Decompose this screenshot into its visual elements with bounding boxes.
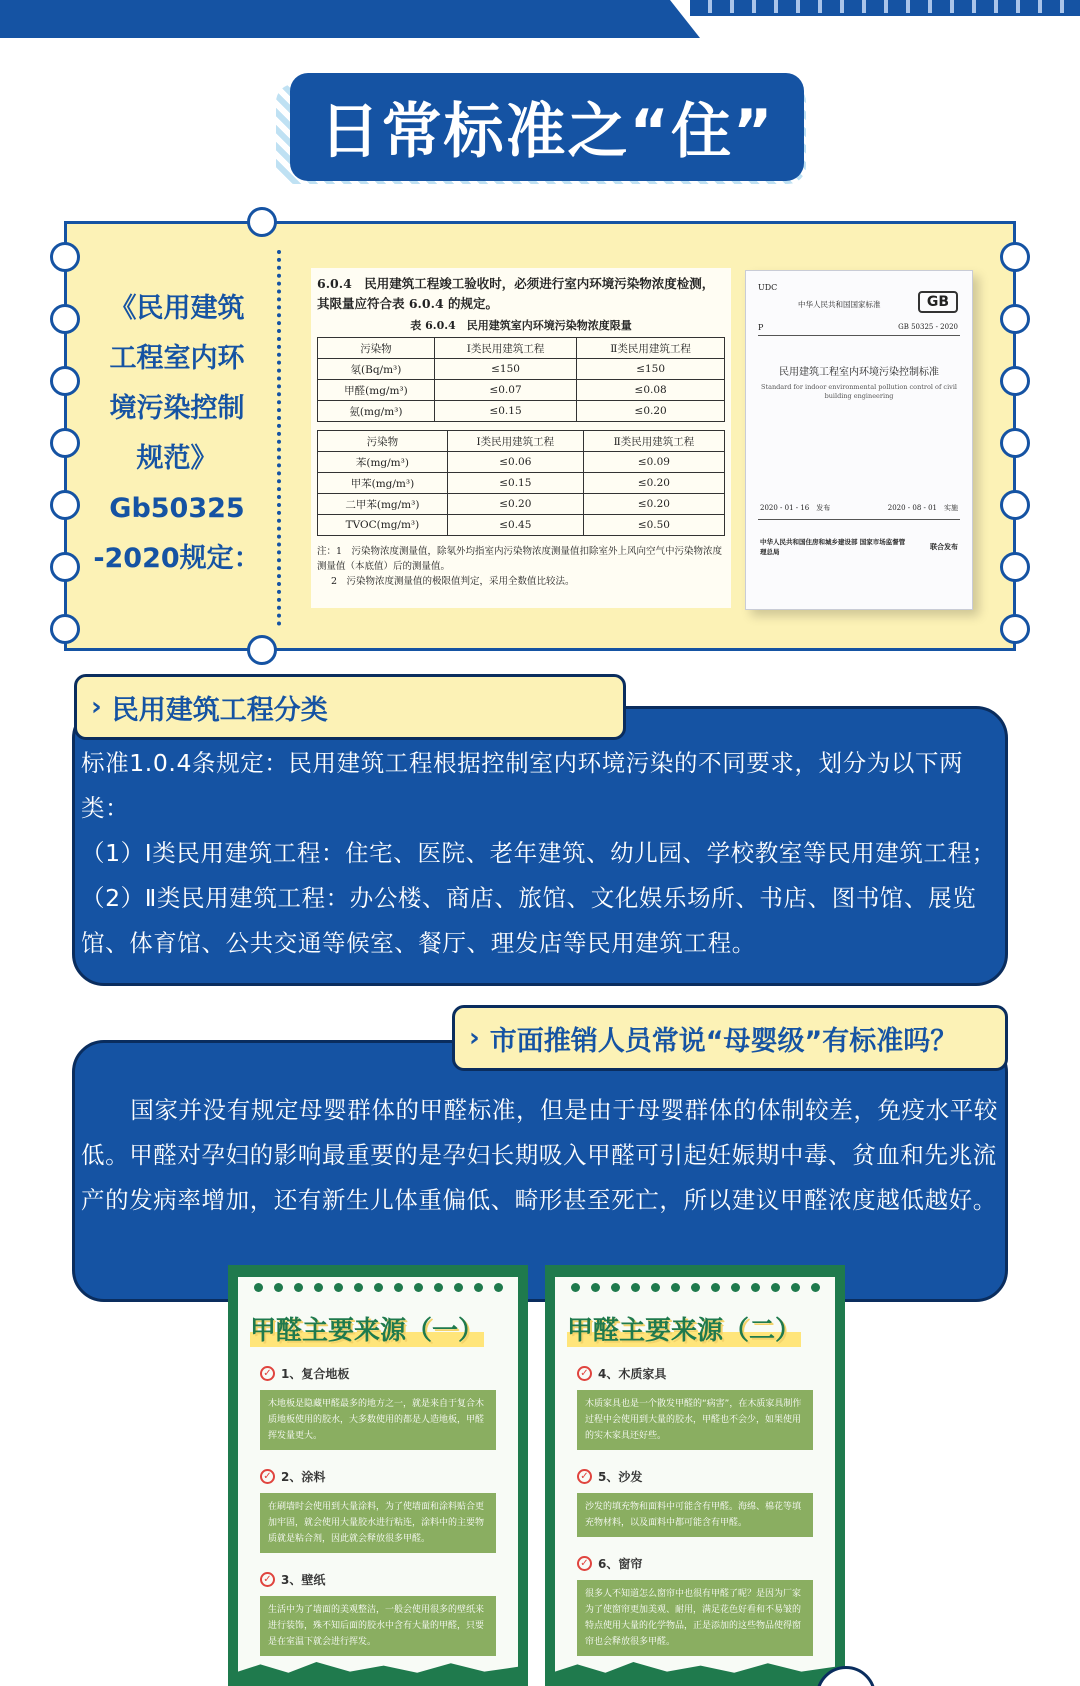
table-row xyxy=(318,401,725,422)
maternal-card xyxy=(72,1040,1008,1302)
ticket-notch-right xyxy=(1000,242,1030,272)
table-header: Ⅱ类民用建筑工程 xyxy=(577,338,725,359)
table-cell: ≤150 xyxy=(577,359,725,380)
table-cell: ≤0.20 xyxy=(583,473,724,494)
table-note: 注：1 污染物浓度测量值，除氡外均指室内污染物浓度测量值扣除室外上风向空气中污染物浓度测量值（本底值）后的测量值。 xyxy=(317,546,723,572)
table-cell: 氡(Bq/m³) xyxy=(318,359,435,380)
cover-national: 中华人民共和国国家标准 xyxy=(798,300,881,309)
limit-table-b xyxy=(317,430,725,536)
table-caption: 表 6.0.4 民用建筑室内环境污染物浓度限量 xyxy=(410,319,632,332)
poster-paper xyxy=(238,1277,518,1686)
table-cell: ≤0.15 xyxy=(434,401,576,422)
poster-title: 甲醛主要来源（二） xyxy=(567,1310,801,1347)
check-icon: ✓ xyxy=(260,1366,275,1381)
standard-name-line: Gb50325 xyxy=(109,493,245,524)
classification-tag xyxy=(74,674,626,740)
table-header: Ⅰ类民用建筑工程 xyxy=(447,431,583,452)
cover-rule xyxy=(758,519,960,520)
binding-holes xyxy=(238,1277,518,1292)
cover-impl-date: 2020 - 08 - 01 实施 xyxy=(887,504,958,512)
table-header-row xyxy=(318,338,725,359)
source-item-body: 木质家具也是一个散发甲醛的“病害”，在木质家具制作过程中会使用到大量的胶水，甲醛也不会少，如果使用的实木家具还好些。 xyxy=(577,1390,813,1450)
formaldehyde-poster-1 xyxy=(228,1265,528,1686)
standard-name-line: 工程室内环 xyxy=(109,343,245,374)
chevron-right-icon: › xyxy=(469,1023,480,1053)
standard-name xyxy=(87,284,267,584)
poster-paper xyxy=(555,1277,835,1686)
table-cell: 二甲苯(mg/m³) xyxy=(318,494,448,515)
gb-logo: GB xyxy=(918,291,958,313)
table-cell: TVOC(mg/m³) xyxy=(318,515,448,536)
table-cell: ≤0.20 xyxy=(583,494,724,515)
table-row xyxy=(318,380,725,401)
table-header: 污染物 xyxy=(318,431,448,452)
standard-name-line: 境污染控制 xyxy=(109,393,245,424)
ticket-notch-bottom xyxy=(247,635,277,665)
cover-title: 民用建筑工程室内环境污染控制标准 xyxy=(779,367,939,378)
cover-title-en: Standard for indoor environmental pollution control of civil building engineering xyxy=(761,383,957,400)
table-cell: ≤0.50 xyxy=(583,515,724,536)
grass-decoration xyxy=(238,1662,518,1686)
ticket-notch-left xyxy=(50,428,80,458)
classification-card xyxy=(72,706,1008,986)
table-row xyxy=(318,452,725,473)
check-icon: ✓ xyxy=(260,1572,275,1587)
cover-publisher: 中华人民共和国住房和城乡建设部 国家市场监督管理总局 xyxy=(760,538,906,556)
ticket-notch-left xyxy=(50,614,80,644)
source-item-label: 6、窗帘 xyxy=(598,1557,643,1571)
grass-decoration xyxy=(555,1662,835,1686)
classification-text xyxy=(75,741,1005,966)
source-item-head xyxy=(260,1365,518,1382)
table-cell: 苯(mg/m³) xyxy=(318,452,448,473)
maternal-text: 国家并没有规定母婴群体的甲醛标准，但是由于母婴群体的体制较差，免疫水平较低。甲醛对孕妇的影响最重要的是孕妇长期吸入甲醛可引起妊娠期中毒、贫血和先兆流产的发病率增加，还有新生儿体重偏低、畸形甚至死亡，所以建议甲醛浓度越低越好。 xyxy=(81,1096,998,1214)
cover-publisher-suffix: 联合发布 xyxy=(930,542,958,551)
page-title: 日常标准之“住” xyxy=(319,97,775,167)
ticket-notch-right xyxy=(1000,552,1030,582)
source-item-body: 很多人不知道怎么窗帘中也很有甲醛了呢？是因为厂家为了使窗帘更加美观、耐用，满足花色好看和不易皱的特点使用大量的化学物品，正是添加的这些物品使得窗帘也会释放很多甲醛。 xyxy=(577,1580,813,1656)
source-item-label: 1、复合地板 xyxy=(281,1367,350,1381)
limit-table-a xyxy=(317,337,725,422)
table-cell: ≤0.20 xyxy=(577,401,725,422)
ticket-notch-top xyxy=(247,207,277,237)
ticket-notch-left xyxy=(50,242,80,272)
standard-name-line: -2020规定： xyxy=(93,543,261,574)
table-row xyxy=(318,515,725,536)
source-item-body: 生活中为了墙面的美观整洁，一般会使用很多的壁纸来进行装饰，殊不知后面的胶水中含有大量的甲醛，只要是在室温下就会进行挥发。 xyxy=(260,1596,496,1656)
tag-label: 市面推销人员常说“母婴级”有标准吗？ xyxy=(489,1025,958,1057)
source-item-label: 3、壁纸 xyxy=(281,1573,326,1587)
table-cell: 甲苯(mg/m³) xyxy=(318,473,448,494)
cover-p: P xyxy=(758,323,764,332)
source-item-body: 木地板是隐藏甲醛最多的地方之一，就是来自于复合木质地板使用的胶水，大多数使用的都是人造地板，甲醛挥发量更大。 xyxy=(260,1390,496,1450)
table-cell: ≤0.06 xyxy=(447,452,583,473)
table-cell: ≤0.20 xyxy=(447,494,583,515)
tag-label: 民用建筑工程分类 xyxy=(111,694,328,726)
cover-code: GB 50325 - 2020 xyxy=(898,323,958,331)
ticket-notch-right xyxy=(1000,428,1030,458)
source-item-body: 在刷墙时会使用到大量涂料，为了使墙面和涂料贴合更加牢固，就会使用大量胶水进行粘连，涂料中的主要物质就是粘合剂，因此就会释放很多甲醛。 xyxy=(260,1493,496,1553)
ticket-notch-right xyxy=(1000,614,1030,644)
ticket-notch-left xyxy=(50,366,80,396)
table-cell: ≤150 xyxy=(434,359,576,380)
table-row xyxy=(318,494,725,515)
table-cell: ≤0.07 xyxy=(434,380,576,401)
check-icon: ✓ xyxy=(577,1366,592,1381)
source-item-label: 5、沙发 xyxy=(598,1470,643,1484)
ticket-divider xyxy=(277,250,281,626)
table-cell: ≤0.15 xyxy=(447,473,583,494)
binding-holes xyxy=(555,1277,835,1292)
poster-title: 甲醛主要来源（一） xyxy=(250,1310,484,1347)
paragraph: 标准1.0.4条规定：民用建筑工程根据控制室内环境污染的不同要求，划分为以下两类： xyxy=(81,749,964,822)
source-item-head xyxy=(577,1555,835,1572)
check-icon: ✓ xyxy=(260,1469,275,1484)
ticket-notch-left xyxy=(50,304,80,334)
pollution-limit-table xyxy=(311,268,731,608)
table-cell: ≤0.08 xyxy=(577,380,725,401)
source-item-head xyxy=(577,1468,835,1485)
check-icon: ✓ xyxy=(577,1556,592,1571)
paragraph: （2）Ⅱ类民用建筑工程：办公楼、商店、旅馆、文化娱乐场所、书店、图书馆、展览馆、体育馆、公共交通等候室、餐厅、理发店等民用建筑工程。 xyxy=(81,884,977,957)
table-row xyxy=(318,359,725,380)
maternal-tag xyxy=(452,1005,1008,1071)
formaldehyde-poster-2 xyxy=(545,1265,845,1686)
table-cell: 甲醛(mg/m³) xyxy=(318,380,435,401)
table-note: 2 污染物浓度测量值的极限值判定，采用全数值比较法。 xyxy=(331,576,575,587)
chevron-right-icon: › xyxy=(91,692,102,722)
building-silhouette xyxy=(690,0,1080,16)
cover-rule xyxy=(758,335,960,336)
cover-udc: UDC xyxy=(758,283,778,292)
source-item-head xyxy=(260,1468,518,1485)
table-header: Ⅱ类民用建筑工程 xyxy=(583,431,724,452)
source-item-label: 4、木质家具 xyxy=(598,1367,667,1381)
source-item-head xyxy=(260,1571,518,1588)
source-item-head xyxy=(577,1365,835,1382)
source-item-label: 2、涂料 xyxy=(281,1470,326,1484)
source-item-body: 沙发的填充物和面料中可能含有甲醛。海绵、棉花等填充物材料，以及面料中都可能含有甲醛。 xyxy=(577,1493,813,1537)
cover-issue-date: 2020 - 01 - 16 发布 xyxy=(760,504,831,512)
table-row xyxy=(318,473,725,494)
table-lead: 6.0.4 民用建筑工程竣工验收时，必须进行室内环境污染物浓度检测，其限量应符合表 6.0.4 的规定。 xyxy=(317,276,715,311)
table-cell: ≤0.09 xyxy=(583,452,724,473)
table-header-row xyxy=(318,431,725,452)
table-cell: ≤0.45 xyxy=(447,515,583,536)
ticket-notch-right xyxy=(1000,490,1030,520)
standard-name-line: 《民用建筑 xyxy=(109,293,245,324)
ticket-notch-right xyxy=(1000,366,1030,396)
ticket-notch-left xyxy=(50,490,80,520)
table-header: Ⅰ类民用建筑工程 xyxy=(434,338,576,359)
top-banner xyxy=(0,0,1080,38)
table-header: 污染物 xyxy=(318,338,435,359)
table-cell: 氨(mg/m³) xyxy=(318,401,435,422)
title-box xyxy=(290,73,804,181)
top-banner-band xyxy=(0,0,700,38)
ticket-notch-right xyxy=(1000,304,1030,334)
standard-ticket xyxy=(64,221,1016,651)
standard-name-line: 规范》 xyxy=(136,443,218,474)
ticket-notch-left xyxy=(50,552,80,582)
standard-cover xyxy=(745,270,973,610)
paragraph: （1）Ⅰ类民用建筑工程：住宅、医院、老年建筑、幼儿园、学校教室等民用建筑工程； xyxy=(81,839,996,867)
check-icon: ✓ xyxy=(577,1469,592,1484)
